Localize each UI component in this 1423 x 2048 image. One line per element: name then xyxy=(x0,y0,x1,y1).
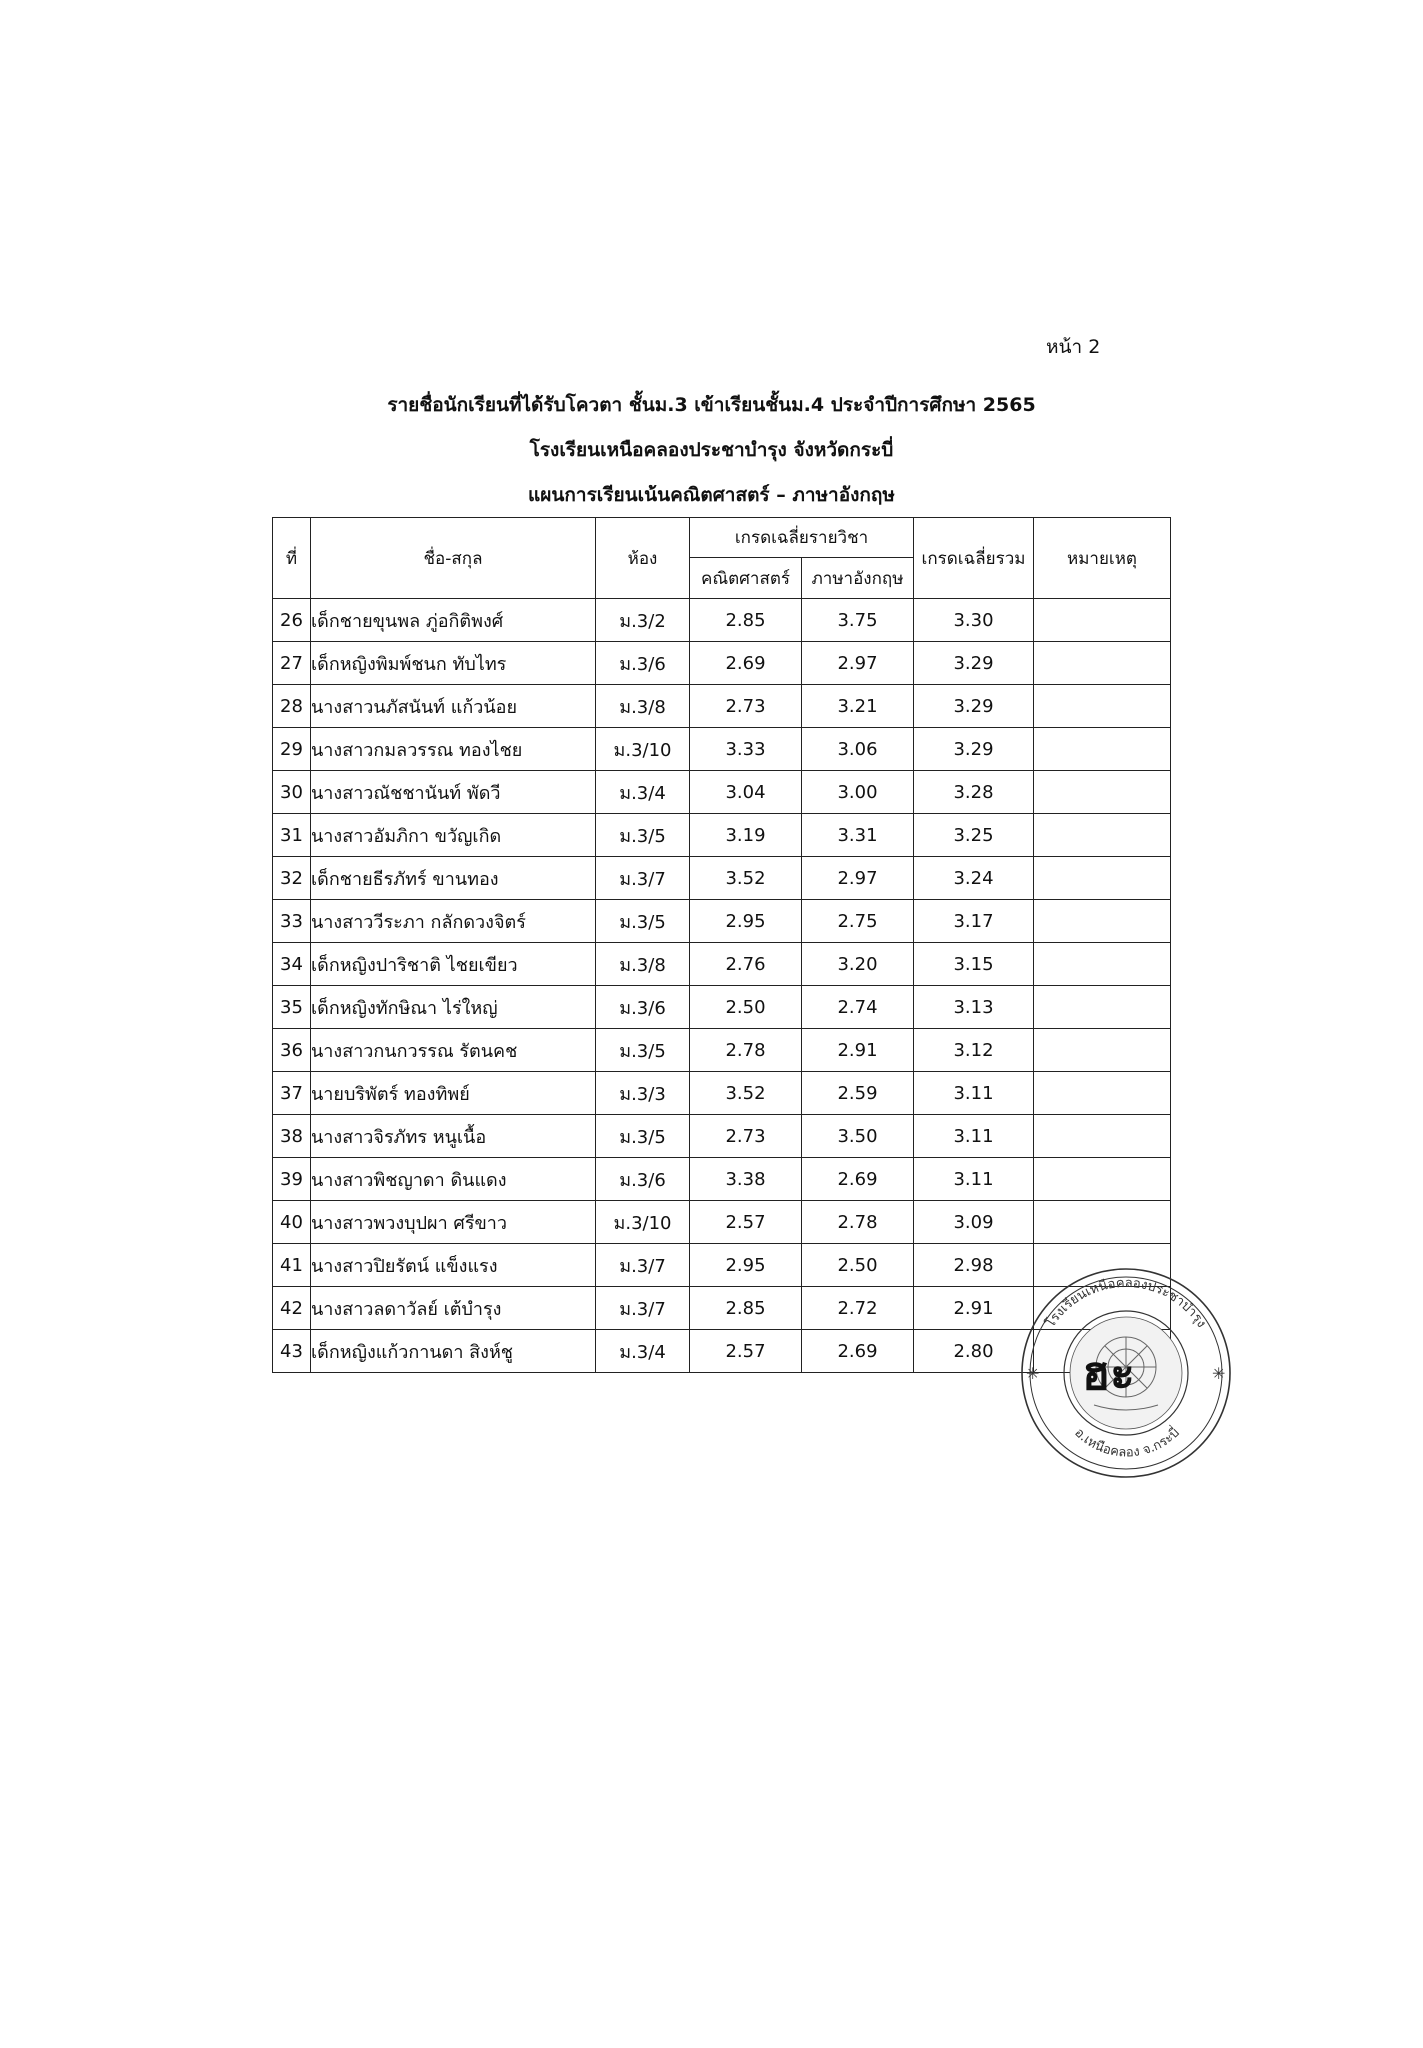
cell-note xyxy=(1034,986,1171,1029)
cell-no: 38 xyxy=(273,1115,311,1158)
cell-english: 2.97 xyxy=(802,642,914,685)
cell-room: ม.3/6 xyxy=(596,1158,690,1201)
cell-overall: 3.28 xyxy=(914,771,1034,814)
cell-english: 2.78 xyxy=(802,1201,914,1244)
header-math: คณิตศาสตร์ xyxy=(690,558,802,599)
cell-english: 3.06 xyxy=(802,728,914,771)
cell-no: 35 xyxy=(273,986,311,1029)
header-name: ชื่อ-สกุล xyxy=(311,518,596,599)
cell-name: เด็กชายธีรภัทร์ ขานทอง xyxy=(311,857,596,900)
cell-name: นางสาวพวงบุปผา ศรีขาว xyxy=(311,1201,596,1244)
table-row xyxy=(273,771,1171,814)
cell-overall: 3.12 xyxy=(914,1029,1034,1072)
school-name: โรงเรียนเหนือคลองประชาบำรุง จังหวัดกระบี่ xyxy=(529,439,894,461)
cell-math: 2.73 xyxy=(690,1115,802,1158)
table-row xyxy=(273,642,1171,685)
cell-room: ม.3/5 xyxy=(596,900,690,943)
header-english: ภาษาอังกฤษ xyxy=(802,558,914,599)
cell-room: ม.3/7 xyxy=(596,1244,690,1287)
cell-name: นางสาวนภัสนันท์ แก้วน้อย xyxy=(311,685,596,728)
cell-name: เด็กหญิงปาริชาติ ไชยเขียว xyxy=(311,943,596,986)
cell-math: 2.95 xyxy=(690,900,802,943)
svg-text:✳: ✳ xyxy=(1212,1364,1226,1383)
cell-no: 31 xyxy=(273,814,311,857)
study-plan: แผนการเรียนเน้นคณิตศาสตร์ – ภาษาอังกฤษ xyxy=(528,484,895,506)
cell-overall: 3.24 xyxy=(914,857,1034,900)
stamp-text-bottom: อ.เหนือคลอง จ.กระบี่ xyxy=(1071,1425,1183,1461)
cell-room: ม.3/7 xyxy=(596,857,690,900)
cell-name: นางสาวกนกวรรณ รัตนคช xyxy=(311,1029,596,1072)
cell-english: 3.31 xyxy=(802,814,914,857)
cell-overall: 3.11 xyxy=(914,1072,1034,1115)
table-row xyxy=(273,599,1171,642)
cell-no: 28 xyxy=(273,685,311,728)
cell-room: ม.3/10 xyxy=(596,728,690,771)
cell-no: 39 xyxy=(273,1158,311,1201)
cell-math: 3.52 xyxy=(690,1072,802,1115)
cell-room: ม.3/2 xyxy=(596,599,690,642)
cell-overall: 2.98 xyxy=(914,1244,1034,1287)
cell-english: 3.50 xyxy=(802,1115,914,1158)
cell-math: 3.19 xyxy=(690,814,802,857)
cell-english: 2.69 xyxy=(802,1330,914,1373)
cell-note xyxy=(1034,642,1171,685)
cell-overall: 3.30 xyxy=(914,599,1034,642)
cell-math: 2.85 xyxy=(690,599,802,642)
cell-math: 3.38 xyxy=(690,1158,802,1201)
cell-name: เด็กหญิงพิมพ์ชนก ทับไทร xyxy=(311,642,596,685)
table-row xyxy=(273,814,1171,857)
cell-overall: 3.09 xyxy=(914,1201,1034,1244)
cell-english: 2.59 xyxy=(802,1072,914,1115)
cell-overall: 3.15 xyxy=(914,943,1034,986)
cell-overall: 3.13 xyxy=(914,986,1034,1029)
cell-room: ม.3/6 xyxy=(596,986,690,1029)
cell-name: นางสาววีระภา กลักดวงจิตร์ xyxy=(311,900,596,943)
cell-math: 3.33 xyxy=(690,728,802,771)
cell-overall: 2.80 xyxy=(914,1330,1034,1373)
header-no: ที่ xyxy=(273,518,311,599)
cell-no: 27 xyxy=(273,642,311,685)
table-row xyxy=(273,1072,1171,1115)
cell-name: นางสาวณัชชานันท์ พัดวี xyxy=(311,771,596,814)
cell-math: 2.69 xyxy=(690,642,802,685)
table-row xyxy=(273,1158,1171,1201)
cell-no: 30 xyxy=(273,771,311,814)
cell-note xyxy=(1034,900,1171,943)
cell-name: เด็กหญิงแก้วกานดา สิงห์ชู xyxy=(311,1330,596,1373)
table-row xyxy=(273,1115,1171,1158)
cell-no: 40 xyxy=(273,1201,311,1244)
cell-overall: 3.25 xyxy=(914,814,1034,857)
header-overall-avg: เกรดเฉลี่ยรวม xyxy=(914,518,1034,599)
cell-name: นางสาวอัมภิกา ขวัญเกิด xyxy=(311,814,596,857)
table-row xyxy=(273,1201,1171,1244)
cell-name: นางสาวจิรภัทร หนูเนื้อ xyxy=(311,1115,596,1158)
cell-math: 2.57 xyxy=(690,1201,802,1244)
cell-math: 2.73 xyxy=(690,685,802,728)
cell-room: ม.3/8 xyxy=(596,685,690,728)
cell-english: 3.20 xyxy=(802,943,914,986)
cell-overall: 3.17 xyxy=(914,900,1034,943)
page-number: หน้า 2 xyxy=(1046,336,1101,358)
student-grades-table xyxy=(272,517,1171,1373)
cell-english: 2.72 xyxy=(802,1287,914,1330)
table-row xyxy=(273,857,1171,900)
svg-text:✳: ✳ xyxy=(1026,1364,1040,1383)
cell-english: 2.74 xyxy=(802,986,914,1029)
cell-room: ม.3/3 xyxy=(596,1072,690,1115)
cell-room: ม.3/5 xyxy=(596,1029,690,1072)
cell-note xyxy=(1034,857,1171,900)
table-row xyxy=(273,1029,1171,1072)
cell-note xyxy=(1034,1158,1171,1201)
cell-room: ม.3/6 xyxy=(596,642,690,685)
cell-room: ม.3/5 xyxy=(596,814,690,857)
cell-math: 3.04 xyxy=(690,771,802,814)
cell-name: นางสาวพิชญาดา ดินแดง xyxy=(311,1158,596,1201)
cell-no: 33 xyxy=(273,900,311,943)
signature: ฮะ xyxy=(1082,1346,1135,1400)
cell-no: 29 xyxy=(273,728,311,771)
stamp-text-top: โรงเรียนเหนือคลองประชาบำรุง xyxy=(1043,1275,1209,1331)
header-room: ห้อง xyxy=(596,518,690,599)
cell-note xyxy=(1034,814,1171,857)
cell-overall: 3.11 xyxy=(914,1158,1034,1201)
table-row xyxy=(273,685,1171,728)
cell-name: นางสาวปิยรัตน์ แข็งแรง xyxy=(311,1244,596,1287)
cell-note xyxy=(1034,599,1171,642)
cell-no: 32 xyxy=(273,857,311,900)
cell-note xyxy=(1034,1115,1171,1158)
cell-no: 37 xyxy=(273,1072,311,1115)
table-row xyxy=(273,986,1171,1029)
cell-name: เด็กชายขุนพล ภู่อกิติพงศ์ xyxy=(311,599,596,642)
header-note: หมายเหตุ xyxy=(1034,518,1171,599)
header-subject-avg: เกรดเฉลี่ยรายวิชา xyxy=(690,518,914,558)
cell-math: 2.57 xyxy=(690,1330,802,1373)
cell-room: ม.3/8 xyxy=(596,943,690,986)
cell-math: 2.50 xyxy=(690,986,802,1029)
cell-english: 2.69 xyxy=(802,1158,914,1201)
cell-math: 2.76 xyxy=(690,943,802,986)
cell-no: 36 xyxy=(273,1029,311,1072)
cell-english: 2.75 xyxy=(802,900,914,943)
cell-english: 2.97 xyxy=(802,857,914,900)
cell-room: ม.3/7 xyxy=(596,1287,690,1330)
cell-room: ม.3/5 xyxy=(596,1115,690,1158)
cell-math: 2.78 xyxy=(690,1029,802,1072)
cell-overall: 3.11 xyxy=(914,1115,1034,1158)
cell-note xyxy=(1034,771,1171,814)
cell-name: นางสาวกมลวรรณ ทองไชย xyxy=(311,728,596,771)
cell-note xyxy=(1034,1029,1171,1072)
cell-note xyxy=(1034,728,1171,771)
cell-room: ม.3/4 xyxy=(596,1330,690,1373)
cell-math: 2.85 xyxy=(690,1287,802,1330)
cell-english: 3.75 xyxy=(802,599,914,642)
cell-name: นายบริพัตร์ ทองทิพย์ xyxy=(311,1072,596,1115)
document-title: รายชื่อนักเรียนที่ได้รับโควตา ชั้นม.3 เข้าเรียนชั้นม.4 ประจำปีการศึกษา 2565 xyxy=(387,394,1036,416)
cell-name: นางสาวลดาวัลย์ เต้บำรุง xyxy=(311,1287,596,1330)
cell-note xyxy=(1034,685,1171,728)
cell-english: 2.91 xyxy=(802,1029,914,1072)
table-row xyxy=(273,728,1171,771)
cell-note xyxy=(1034,943,1171,986)
cell-english: 2.50 xyxy=(802,1244,914,1287)
cell-english: 3.21 xyxy=(802,685,914,728)
cell-overall: 3.29 xyxy=(914,728,1034,771)
cell-math: 2.95 xyxy=(690,1244,802,1287)
table-row xyxy=(273,900,1171,943)
cell-no: 42 xyxy=(273,1287,311,1330)
cell-no: 41 xyxy=(273,1244,311,1287)
cell-room: ม.3/4 xyxy=(596,771,690,814)
cell-overall: 2.91 xyxy=(914,1287,1034,1330)
cell-overall: 3.29 xyxy=(914,642,1034,685)
cell-overall: 3.29 xyxy=(914,685,1034,728)
cell-no: 34 xyxy=(273,943,311,986)
cell-no: 26 xyxy=(273,599,311,642)
table-row xyxy=(273,943,1171,986)
cell-note xyxy=(1034,1072,1171,1115)
cell-name: เด็กหญิงทักษิณา ไร่ใหญ่ xyxy=(311,986,596,1029)
cell-no: 43 xyxy=(273,1330,311,1373)
cell-english: 3.00 xyxy=(802,771,914,814)
cell-note xyxy=(1034,1201,1171,1244)
cell-room: ม.3/10 xyxy=(596,1201,690,1244)
cell-math: 3.52 xyxy=(690,857,802,900)
table-header-row xyxy=(273,518,1171,558)
school-seal-stamp xyxy=(1010,1255,1240,1485)
